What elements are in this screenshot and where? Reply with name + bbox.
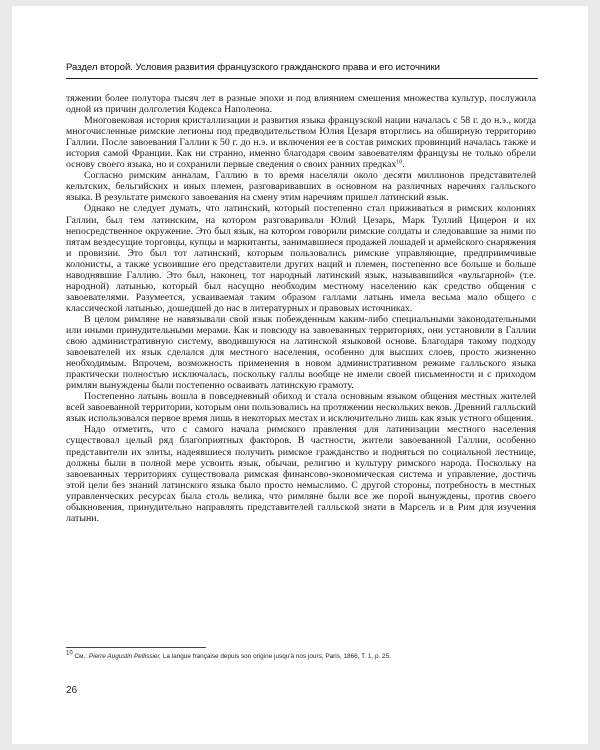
paragraph-1: тяжении более полутора тысяч лет в разные эпохи и под влиянием смешения множества культур, послужила одной из причин долголетия Кодекса Наполеона. bbox=[66, 93, 536, 116]
paragraph-4: Однако не следует думать, что латинский, который постепенно стал приживаться в римских колониях Галлии, был тем латинским, на котором разговаривали Юлий Цезарь, Марк Туллий Цицерон и их непосредственное окружение. Это был язык, на котором говорили римские солдаты и следовавшие за ними по пятам вездесущие торговцы, купцы и маркитанты, занимавшиеся продажей лошадей и армейского снаряжения и провизии. Это был тот латинский, которым пользовались римские управляющие, предприимчивые колонисты, а также усвоившие его представители других наций и племен, постепенно все больше и больше наводнявшие Галлию. Это был, наконец, тот народный латинский язык, называвшийся «вульгарной» (т.е. народной) латынью, который был насущно необходим местному населению как средство общения с завоевателями. Разумеется, усваиваемая таким образом галлами латынь имела весьма мало общего с классической латынью, дошедшей до нас в литературных и правовых источниках. bbox=[66, 203, 536, 314]
footnote-rule bbox=[66, 647, 206, 648]
footnote-ref[interactable]: 10 bbox=[396, 159, 403, 166]
footnote bbox=[66, 650, 536, 660]
paragraph-5: В целом римляне не навязывали свой язык побежденным каким-либо специальными законодательными или иными принудительными мерами. Как и повсюду на завоеванных территориях, они установили в Галлии свою административную систему, вводившуюся на латинской языковой основе. Благодаря такому подходу завоевателей их язык сделался для местного населения, особенно для высших слоев, просто жизненно необходимым. Впрочем, возможность применения в новом административном режиме галльского языка практически полностью исключалась, поскольку галлы вообще не имели своей письменности и с приходом римлян вынуждены были постепенно осваивать латинскую грамоту. bbox=[66, 313, 536, 392]
footnote-source: La langue française depuis son origine jusqu'à nos jours, Paris, 1866, T. 1, p. 25. bbox=[161, 653, 391, 660]
paragraph-2 bbox=[66, 115, 536, 170]
running-header: Раздел второй. Условия развития французского гражданского права и его источники bbox=[66, 62, 440, 73]
header-rule bbox=[66, 78, 538, 79]
paragraph-2-end: . bbox=[402, 159, 405, 171]
paragraph-2-text: Многовековая история кристаллизации и развития языка французской нации началась с 58 г. до н.э., когда многочисленные римские легионы под предводительством Юлия Цезаря вторглись на обширную территорию Галлии. После завоевания Галлии к 50 г. до н.э. и включения ее в состав римских провинций началась также и история самой Франции. Как ни странно, именно благодаря своим завоевателям французы не только обрели основу своего языка, но и сохранили первые сведения о своих ранних предках bbox=[66, 115, 536, 171]
footnote-author: Pierre Augustin Pellissier, bbox=[88, 653, 162, 660]
paragraph-7: Надо отметить, что с самого начала римского правления для латинизации местного населения существовал целый ряд благоприятных факторов. В частности, жители завоеванной Галлии, особенно представители их элиты, надеявшиеся получить римское гражданство и подняться по социальной лестнице, должны были в полной мере усвоить язык, обычаи, религию и культуру римского народа. Поскольку на завоеванных территориях существовала римская финансово-экономическая система и управление, достичь этой цели без знаний латинского языка было просто немыслимо. С другой стороны, потребность в местных управленческих ресурсах была столь велика, что римляне были все же порой вынуждены, против своего обыкновения, принудительно направлять представителей галльской знати в Марсель и в Рим для изучения латыни. bbox=[66, 424, 536, 524]
footnote-prefix: См.: bbox=[72, 653, 89, 660]
page-number: 26 bbox=[66, 685, 78, 696]
body-text bbox=[66, 93, 536, 524]
paragraph-3: Согласно римским анналам, Галлию в то время населяли около десяти миллионов представителей кельтских, бельгийских и иных племен, разговаривавших в основном на различных наречиях галльского языка. В результате римского завоевания на смену этим наречиям пришел латинский язык. bbox=[66, 170, 536, 204]
paragraph-6: Постепенно латынь вошла в повседневный обиход и стала основным языком общения местных жителей всей завоеванной территории, которым они пользовались на протяжении нескольких веков. Древний галльский язык использовался первое время лишь в некоторых местах и исключительно лишь как язык устного общения. bbox=[66, 391, 536, 425]
footnote-number: 10 bbox=[66, 650, 73, 657]
